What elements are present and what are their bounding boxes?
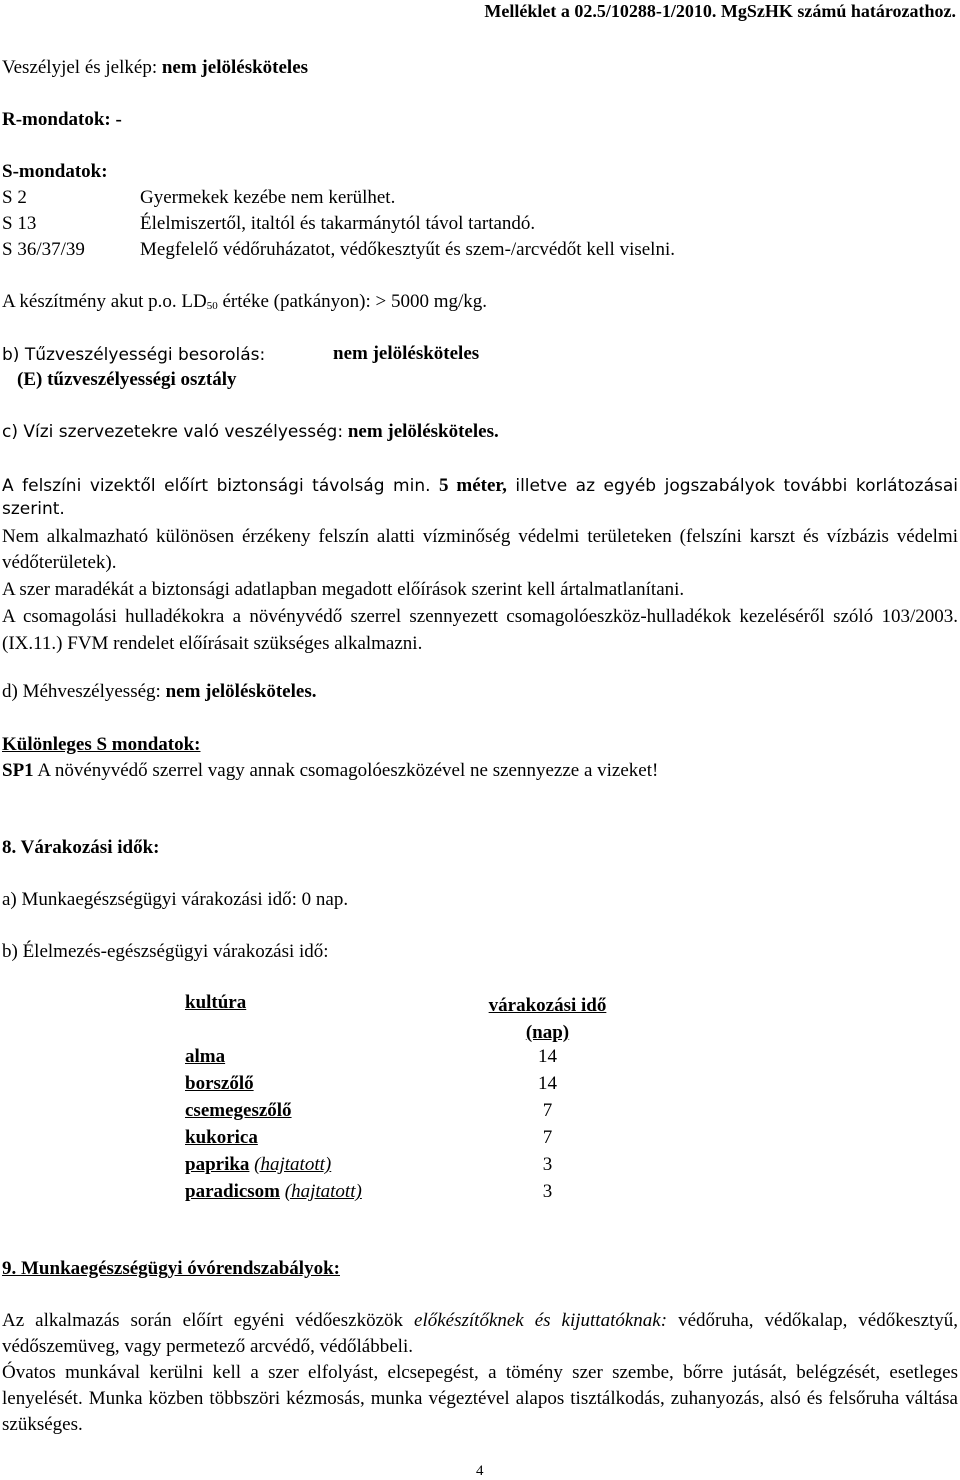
distance-text-b: illetve az egyéb jogszabályok további korlátozásai szerint. (2, 476, 959, 519)
table-row (185, 1154, 630, 1181)
table-row (185, 1100, 630, 1127)
water-hazard-label: c) Vízi szervezetekre való veszélyesség: (2, 422, 344, 442)
section9-p1-italic: előkészítőknek és kijuttatóknak: (414, 1310, 668, 1331)
residue-paragraph: A szer maradékát a biztonsági adatlapban megadott előírások szerint kell ártalmatlanítani. (2, 579, 685, 600)
section8-title (2, 837, 159, 859)
section9-title-text: 9. Munkaegészségügyi óvórendszabályok: (2, 1258, 340, 1279)
special-s-title: Különleges S mondatok: (2, 734, 201, 755)
table-crop: paradicsom (185, 1181, 280, 1202)
table-header-row (185, 992, 630, 1046)
table-crop: alma (185, 1046, 226, 1067)
section8-a: a) Munkaegészségügyi várakozási idő: 0 nap. (2, 889, 349, 910)
table-days: 7 (542, 1127, 553, 1148)
table-header-crop: kultúra (185, 992, 247, 1013)
section9-p1-a: Az alkalmazás során előírt egyéni védőeszközök (2, 1310, 404, 1331)
table-header-days-line1: várakozási idő (488, 995, 607, 1016)
r-phrases-label: R-mondatok: (2, 109, 111, 130)
section9-title (2, 1258, 340, 1280)
ld50-prefix: A készítmény akut p.o. LD (2, 291, 207, 312)
table-header-days-line2: (nap) (525, 1022, 570, 1043)
table-days: 3 (542, 1154, 553, 1175)
s-phrase-text: Megfelelő védőruházatot, védőkesztyűt és szem-/arcvédőt kell viselni. (140, 239, 675, 260)
hazard-symbol-line (2, 57, 308, 79)
water-hazard-line (2, 421, 499, 443)
s-phrase-code: S 2 (2, 187, 27, 208)
table-crop: kukorica (185, 1127, 258, 1148)
table-crop: paprika (185, 1154, 250, 1175)
bee-hazard-line (2, 681, 316, 703)
bee-hazard-value: nem jelölésköteles. (165, 681, 317, 702)
table-days: 14 (538, 1046, 557, 1067)
table-days: 3 (542, 1181, 553, 1202)
section8-title-text: 8. Várakozási idők: (2, 837, 160, 858)
s-phrase-code: S 13 (2, 213, 37, 234)
fire-hazard-value: nem jelölésköteles (333, 343, 480, 364)
table-crop: csemegeszőlő (185, 1100, 292, 1121)
table-row (185, 1046, 630, 1073)
table-days: 7 (542, 1100, 553, 1121)
special-s-line (2, 760, 658, 782)
section9-paragraph-2: Óvatos munkával kerülni kell a szer elfolyást, elcsepegést, a tömény szer szembe, bőrre jutását, belégzését, esetleges lenyelését. Munka közben többszöri kézmosás, munka végeztével alapos tisztálkodás, zuhanyozás, alsó és felsőruha váltása szükséges. (2, 1362, 958, 1435)
s-phrases-title: S-mondatok: (2, 161, 108, 182)
special-s-text: A növényvédő szerrel vagy annak csomagolóeszközével ne szennyezze a vizeket! (37, 760, 659, 781)
document-header: Melléklet a 02.5/10288-1/2010. MgSzHK számú határozathoz. (484, 1, 956, 21)
table-row (185, 1127, 630, 1154)
fire-hazard-label: b) Tűzveszélyességi besorolás: (2, 345, 266, 365)
bee-hazard-label: d) Méhveszélyesség: (2, 681, 161, 702)
distance-value: 5 méter, (439, 475, 507, 496)
table-row (185, 1181, 630, 1208)
sensitive-area-paragraph: Nem alkalmazható különösen érzékeny felszín alatti vízminőség védelmi területeken (felszíni karszt és vízbázis védelmi védőterületek). (2, 526, 958, 573)
ld50-subscript: 50 (206, 300, 218, 312)
section9-p1-b: védőruha, védőkalap, védőkesztyű, védőszemüveg, vagy permetező arcvédő, védőlábbeli. (2, 1310, 959, 1357)
table-crop-note: (hajtatott) (254, 1154, 332, 1175)
page-number: 4 (476, 1463, 484, 1479)
special-s-code: SP1 (2, 760, 34, 781)
s-phrase-text: Élelmiszertől, italtól és takarmánytól távol tartandó. (140, 213, 536, 234)
table-row (185, 1073, 630, 1100)
table-crop-note: (hajtatott) (284, 1181, 362, 1202)
table-crop: borszőlő (185, 1073, 254, 1094)
r-phrases-value: - (115, 109, 122, 130)
fire-hazard-class: (E) tűzveszélyességi osztály (17, 369, 237, 390)
packaging-paragraph: A csomagolási hulladékokra a növényvédő szerrel szennyezett csomagolóeszköz-hulladékok kezeléséről szóló 103/2003. (IX.11.) FVM rendelet előírásait szükséges alkalmazni. (2, 606, 958, 654)
hazard-symbol-value: nem jelölésköteles (161, 57, 309, 78)
section8-b: b) Élelmezés-egészségügyi várakozási idő: (2, 941, 329, 962)
distance-text-a: A felszíni vizektől előírt biztonsági távolság min. (2, 476, 431, 496)
r-phrases-line (2, 109, 122, 131)
water-hazard-value: nem jelölésköteles. (347, 421, 499, 442)
ld50-suffix: értéke (patkányon): > 5000 mg/kg. (217, 291, 488, 312)
ld50-line (2, 291, 487, 313)
hazard-symbol-label: Veszélyjel és jelkép: (2, 57, 158, 78)
section9-paragraph-1 (2, 1308, 958, 1360)
s-phrase-code: S 36/37/39 (2, 239, 85, 260)
table-header-days (465, 992, 630, 1046)
s-phrase-text: Gyermekek kezébe nem kerülhet. (140, 187, 396, 208)
distance-paragraph (2, 474, 958, 521)
waiting-time-table (185, 992, 630, 1208)
table-days: 14 (538, 1073, 557, 1094)
